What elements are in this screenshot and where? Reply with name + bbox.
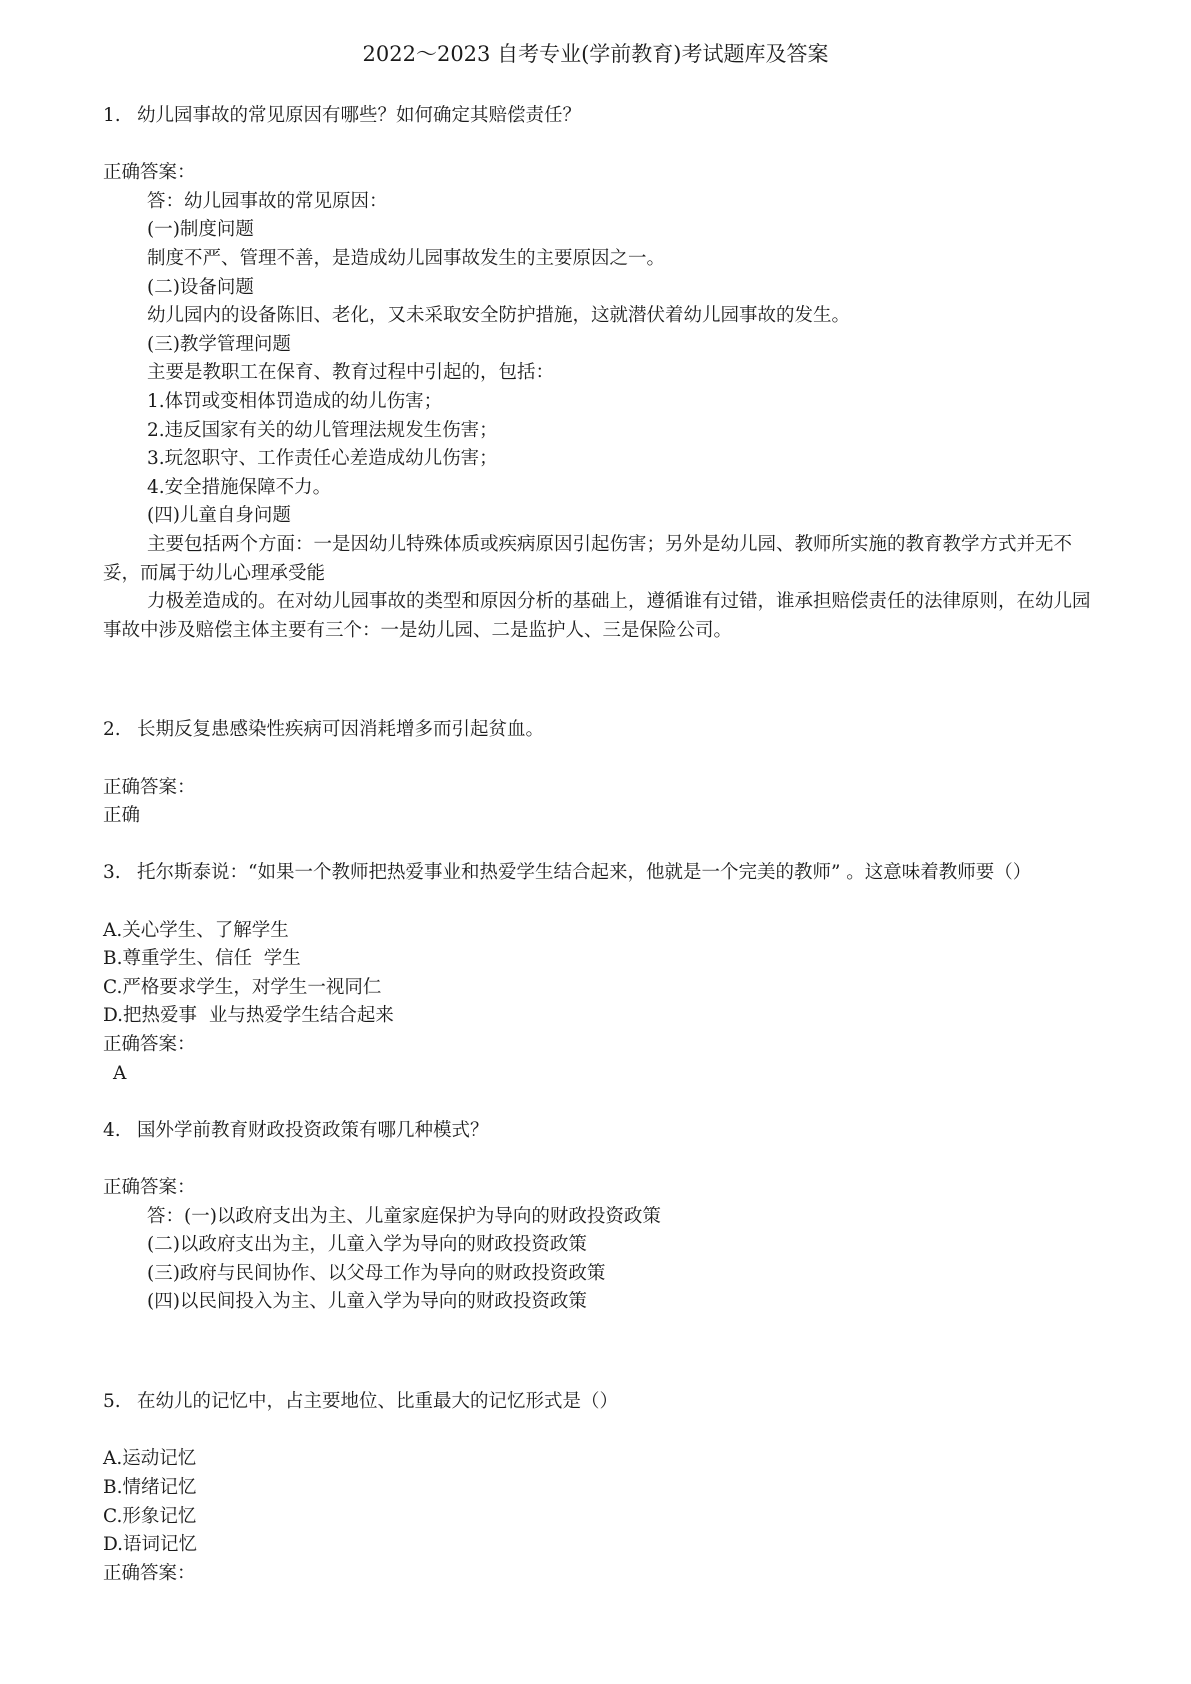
question-stem: 在幼儿的记忆中，占主要地位、比重最大的记忆形式是（）	[137, 1391, 619, 1413]
answer-label: 正确答案：	[103, 162, 196, 184]
answer-line: 答：幼儿园事故的常见原因：	[147, 190, 388, 212]
answer-line: (四)儿童自身问题	[147, 505, 291, 527]
answer-line: (二)以政府支出为主，儿童入学为导向的财政投资政策	[147, 1234, 587, 1256]
answer-line: 幼儿园内的设备陈旧、老化，又未采取安全防护措施，这就潜伏着幼儿园事故的发生。	[147, 305, 851, 327]
answer-paragraph-text: 力极差造成的。在对幼儿园事故的类型和原因分析的基础上，遵循谁有过错，谁承担赔偿责任的法律原则，在幼儿园事故中涉及赔偿主体主要有三个：一是幼儿园、二是监护人、三是保险公司。	[103, 591, 1091, 641]
answer-line: (三)教学管理问题	[147, 333, 291, 355]
question-stem: 国外学前教育财政投资政策有哪几种模式？	[137, 1119, 489, 1141]
option-a: A.关心学生、了解学生	[103, 919, 289, 941]
answer-line: 制度不严、管理不善，是造成幼儿园事故发生的主要原因之一。	[147, 247, 666, 269]
option-c: C.严格要求学生，对学生一视同仁	[103, 976, 382, 998]
question-stem: 长期反复患感染性疾病可因消耗增多而引起贫血。	[137, 719, 545, 741]
question-number: 4.	[103, 1119, 121, 1141]
answer-line: 4.安全措施保障不力。	[147, 476, 332, 498]
question-1	[103, 102, 1093, 131]
question-number: 1.	[103, 105, 121, 126]
answer-line: 3.玩忽职守、工作责任心差造成幼儿伤害；	[147, 448, 498, 470]
option-c: C.形象记忆	[103, 1505, 197, 1527]
question-5	[103, 1388, 1093, 1417]
question-number: 5.	[103, 1391, 121, 1413]
answer-line: (四)以民间投入为主、儿童入学为导向的财政投资政策	[147, 1291, 587, 1313]
answer-paragraph	[103, 531, 1093, 588]
answer-value: 正确	[103, 805, 141, 827]
option-d: D.语词记忆	[103, 1534, 198, 1556]
question-stem: 幼儿园事故的常见原因有哪些？如何确定其赔偿责任？	[137, 105, 582, 126]
option-a: A.运动记忆	[103, 1448, 197, 1470]
answer-label: 正确答案：	[103, 1176, 196, 1198]
answer-paragraph-text: 主要包括两个方面：一是因幼儿特殊体质或疾病原因引起伤害；另外是幼儿园、教师所实施的教育教学方式并无不妥，而属于幼儿心理承受能	[103, 533, 1073, 584]
answer-value: A	[113, 1062, 127, 1084]
option-b: B.情绪记忆	[103, 1476, 197, 1498]
document-title: 2022～2023 自考专业(学前教育)考试题库及答案	[362, 42, 829, 66]
option-b: B.尊重学生、信任 学生	[103, 948, 301, 970]
answer-label: 正确答案：	[103, 1034, 196, 1055]
answer-line: (三)政府与民间协作、以父母工作为导向的财政投资政策	[147, 1262, 606, 1284]
answer-label: 正确答案：	[103, 1562, 196, 1584]
answer-paragraph	[103, 588, 1093, 645]
option-d: D.把热爱事 业与热爱学生结合起来	[103, 1005, 394, 1027]
question-3	[103, 859, 1093, 888]
answer-line: 主要是教职工在保育、教育过程中引起的，包括：	[147, 362, 555, 384]
question-number: 2.	[103, 719, 121, 741]
question-number: 3.	[103, 862, 121, 884]
answer-label: 正确答案：	[103, 776, 196, 798]
document-body	[103, 102, 1093, 1588]
question-4	[103, 1117, 1093, 1146]
question-stem: 托尔斯泰说：“如果一个教师把热爱事业和热爱学生结合起来，他就是一个完美的教师” 。这意味着教师要（）	[137, 862, 1032, 884]
answer-line: 2.违反国家有关的幼儿管理法规发生伤害；	[147, 419, 498, 441]
answer-line: 答：(一)以政府支出为主、儿童家庭保护为导向的财政投资政策	[147, 1205, 661, 1227]
answer-line: (一)制度问题	[147, 219, 254, 241]
question-2	[103, 716, 1093, 745]
answer-line: (二)设备问题	[147, 276, 254, 298]
answer-line: 1.体罚或变相体罚造成的幼儿伤害；	[147, 390, 443, 412]
